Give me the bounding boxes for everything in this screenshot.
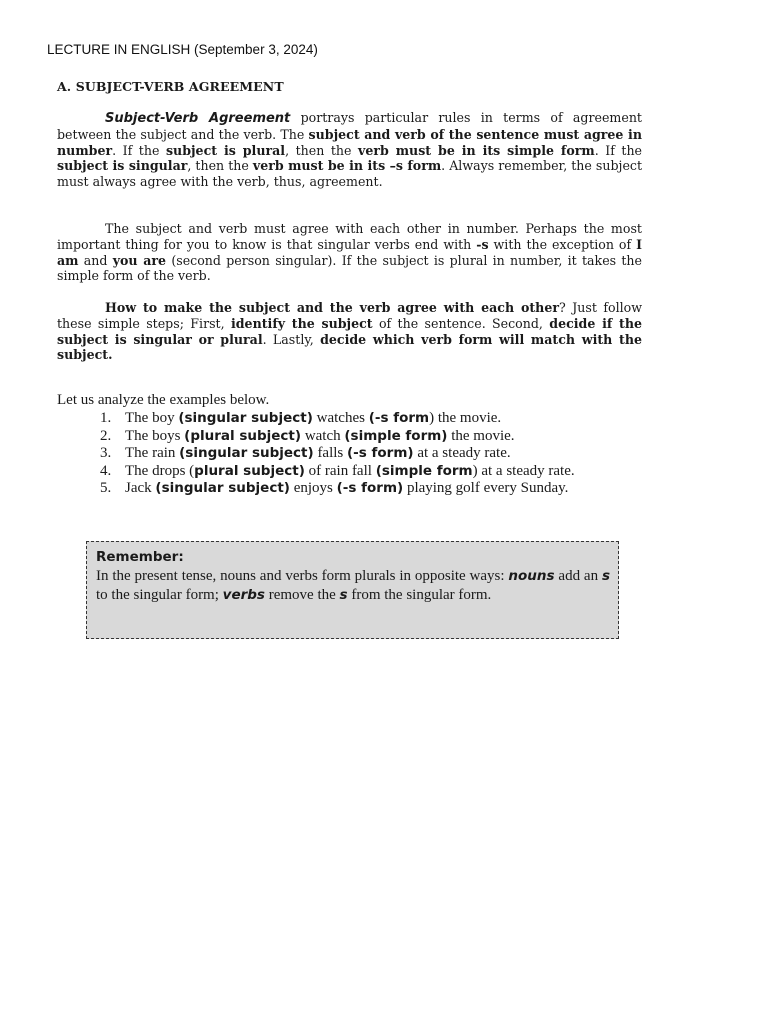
text: . Lastly, <box>262 331 321 347</box>
list-item <box>100 463 635 481</box>
list-number: 3. <box>100 445 112 461</box>
list-number: 4. <box>100 462 112 479</box>
text: The subject and verb must agree with each other in number. Perhaps the most important thing for you to know is that singular verbs end with <box>57 221 642 252</box>
text: falls <box>313 445 348 461</box>
bold-text: you are <box>112 252 167 268</box>
text: of the sentence. Second, <box>372 315 550 331</box>
text: , then the <box>285 142 359 158</box>
section-heading: A. SUBJECT-VERB AGREEMENT <box>57 79 284 94</box>
text: remove the <box>264 587 340 603</box>
list-item <box>100 445 635 463</box>
bold-text: (-s form) <box>336 480 404 496</box>
text: The boy <box>125 410 179 426</box>
bold-italic-text: s <box>601 568 610 584</box>
remember-title: Remember: <box>96 549 184 565</box>
text: ) at a steady rate. <box>472 462 575 479</box>
text: the movie. <box>447 427 515 444</box>
text: add an <box>554 568 602 584</box>
text: of rain fall <box>304 462 376 479</box>
document-header: LECTURE IN ENGLISH (September 3, 2024) <box>47 42 318 57</box>
list-number: 2. <box>100 427 112 444</box>
bold-text: subject is singular <box>57 158 188 174</box>
paragraph-definition <box>57 110 642 190</box>
bold-text: (simple form <box>375 462 473 479</box>
bold-text: identify the subject <box>230 315 373 331</box>
examples-list <box>100 410 635 498</box>
text: at a steady rate. <box>413 445 511 461</box>
bold-text: plural subject) <box>194 462 305 479</box>
text: portrays particular rules in terms of agreement between the subject and the verb. The <box>57 110 642 142</box>
text: . If the <box>112 142 166 158</box>
text: . Always remember, the subject must always agree with the verb, thus, agreement. <box>57 158 643 190</box>
bold-text: verb must be in its simple form <box>358 142 595 158</box>
text: playing golf every Sunday. <box>403 480 569 496</box>
bold-text: (simple form) <box>344 427 448 444</box>
text: from the singular form. <box>347 587 492 603</box>
list-item <box>100 410 635 428</box>
bold-text: -s <box>476 236 489 252</box>
text: ) the movie. <box>429 410 502 426</box>
remember-body <box>96 567 610 605</box>
text: watches <box>312 410 369 426</box>
bold-italic-text: verbs <box>222 587 265 603</box>
examples-intro: Let us analyze the examples below. <box>57 392 270 408</box>
bold-text: (singular subject) <box>155 480 290 496</box>
list-item <box>100 428 635 446</box>
text: with the exception of <box>488 236 637 252</box>
text: enjoys <box>289 480 337 496</box>
bold-text: decide which verb form will match with the subject. <box>57 331 642 363</box>
bold-text: subject and verb of the sentence must agree in number <box>57 126 642 158</box>
paragraph-steps <box>57 300 642 363</box>
text: The rain <box>125 445 180 461</box>
text: to the singular form; <box>96 587 223 603</box>
bold-text: How to make the subject and the verb agree with each other <box>105 300 559 315</box>
bold-text: verb must be in its –s form <box>252 158 442 174</box>
text: ? Just follow these simple steps; First, <box>57 300 642 331</box>
text: The boys <box>125 427 185 444</box>
bold-italic-text: nouns <box>508 568 555 584</box>
bold-text: (singular subject) <box>178 410 313 426</box>
remember-box <box>86 541 619 639</box>
text: , then the <box>187 158 253 174</box>
text: and <box>78 252 113 268</box>
text: The drops ( <box>125 462 195 479</box>
bold-text: decide if the subject is singular or plural <box>57 315 643 347</box>
bold-text: s <box>339 587 348 603</box>
bold-text: I am <box>57 236 642 268</box>
text: (second person singular). If the subject is plural in number, it takes the simple form of the verb. <box>57 252 642 284</box>
list-item <box>100 480 635 498</box>
text: In the present tense, nouns and verbs form plurals in opposite ways: <box>96 568 509 584</box>
bold-text: (plural subject) <box>184 427 302 444</box>
bold-text: (singular subject) <box>179 445 314 461</box>
paragraph-number-agreement <box>57 221 642 284</box>
list-number: 1. <box>100 410 112 426</box>
bold-text: (-s form) <box>347 445 414 461</box>
bold-text: subject is plural <box>165 142 286 158</box>
list-number: 5. <box>100 480 112 496</box>
bold-text: (-s form <box>368 410 430 426</box>
term-subject-verb-agreement: Subject-Verb Agreement <box>105 111 291 126</box>
text: Jack <box>125 480 156 496</box>
text: . If the <box>594 142 643 158</box>
text: watch <box>301 427 345 444</box>
